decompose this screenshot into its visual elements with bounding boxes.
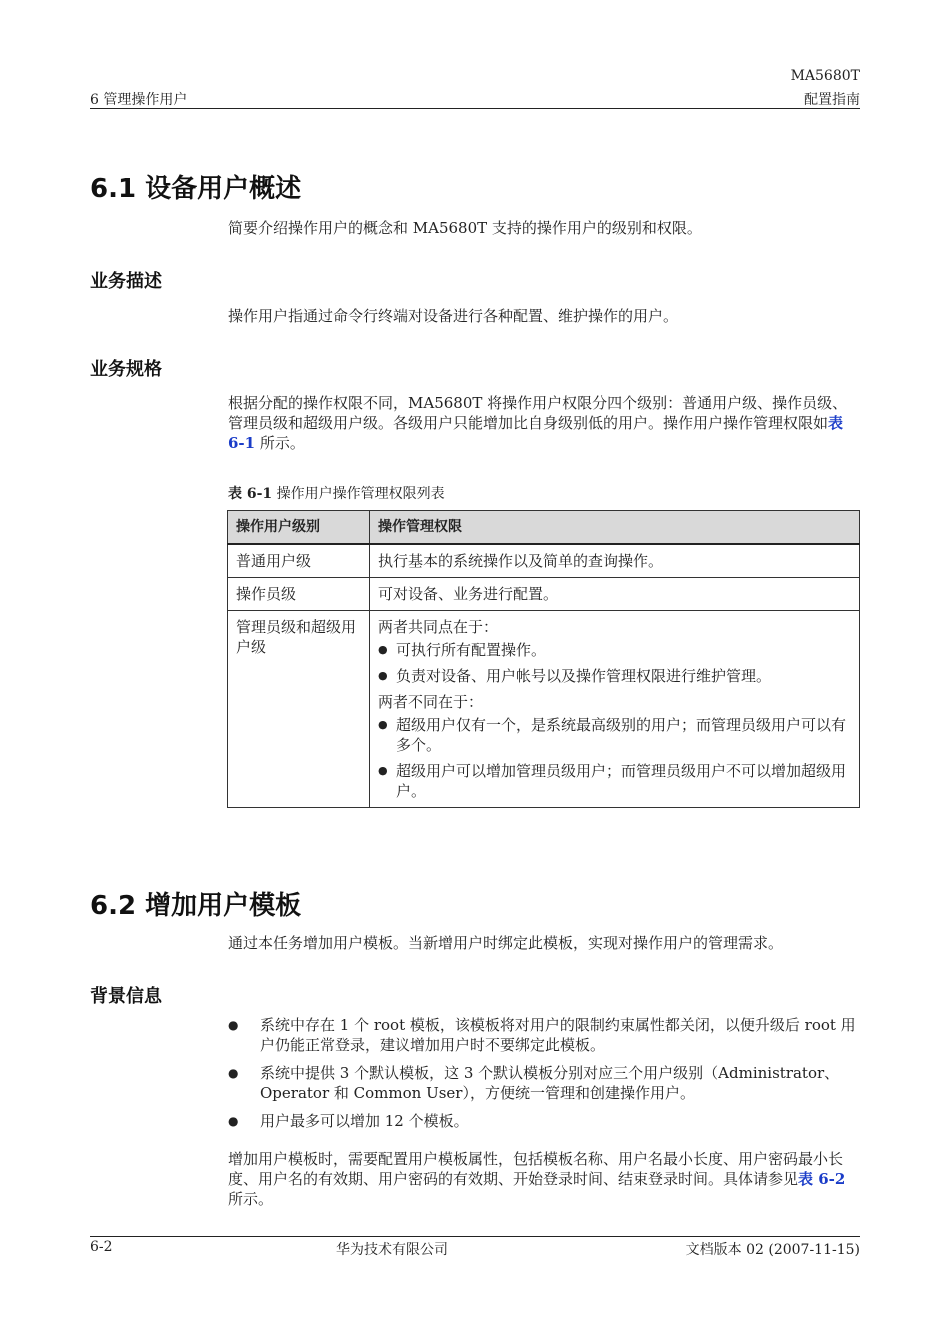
column-header-level: 操作用户级别: [228, 511, 370, 545]
table-caption-text: 操作用户操作管理权限列表: [272, 486, 445, 502]
cell-level: 操作员级: [228, 578, 370, 611]
section-6-2-intro: 通过本任务增加用户模板。当新增用户时绑定此模板，实现对操作用户的管理需求。: [228, 934, 784, 952]
footer-rule: [90, 1236, 860, 1237]
cell-level: 管理员级和超级用户级: [228, 611, 370, 808]
table-row: [228, 578, 860, 611]
diff-intro: 两者不同在于：: [378, 693, 484, 711]
list-item: ● 超级用户仅有一个，是系统最高级别的用户；而管理员级用户可以有多个。: [378, 715, 851, 755]
cell-level: 普通用户级: [228, 544, 370, 578]
business-description-text: 操作用户指通过命令行终端对设备进行各种配置、维护操作的用户。: [228, 307, 679, 325]
table-6-2-link[interactable]: 表 6-2: [798, 1170, 846, 1188]
section-6-1-title: 6.1 设备用户概述: [90, 174, 302, 204]
background-list: [228, 1015, 862, 1139]
table-row: [228, 544, 860, 578]
spec-text: 根据分配的操作权限不同，MA5680T 将操作用户权限分四个级别：普通用户级、操作员级、管理员级和超级用户级。各级用户只能增加比自身级别低的用户。操作用户操作管理权限如: [228, 394, 848, 432]
business-description-heading: 业务描述: [90, 271, 162, 292]
column-header-permission: 操作管理权限: [370, 511, 860, 545]
list-item: ● 负责对设备、用户帐号以及操作管理权限进行维护管理。: [378, 666, 851, 686]
table-6-1-link[interactable]: 表 6-1: [228, 414, 844, 452]
section-6-2-title: 6.2 增加用户模板: [90, 891, 302, 921]
business-spec-heading: 业务规格: [90, 359, 162, 380]
spec-text-tail: 所示。: [255, 434, 305, 452]
background-heading: 背景信息: [90, 986, 162, 1007]
table-caption-label: 表 6-1: [228, 486, 273, 502]
header-chapter: 6 管理操作用户: [90, 92, 188, 108]
list-item: ● 用户最多可以增加 12 个模板。: [228, 1111, 862, 1131]
permission-table: [227, 510, 860, 808]
cell-permission: 执行基本的系统操作以及简单的查询操作。: [370, 544, 860, 578]
table-header-row: [228, 511, 860, 545]
business-spec-text: [228, 393, 862, 453]
list-item: ● 系统中存在 1 个 root 模板，该模板将对用户的限制约束属性都关闭，以便升级后 root 用户仍能正常登录，建议增加用户时不要绑定此模板。: [228, 1015, 862, 1055]
footer-company: 华为技术有限公司: [336, 1242, 448, 1258]
same-intro: 两者共同点在于：: [378, 618, 499, 636]
list-item: ● 超级用户可以增加管理员级用户；而管理员级用户不可以增加超级用户。: [378, 761, 851, 801]
cell-permission: 可对设备、业务进行配置。: [370, 578, 860, 611]
template-attributes-text: [228, 1149, 862, 1209]
list-item: ● 可执行所有配置操作。: [378, 640, 851, 660]
header-rule: [90, 108, 860, 109]
table-caption: [228, 483, 445, 503]
header-product: MA5680T: [790, 68, 860, 84]
table-row: [228, 611, 860, 808]
section-6-1-intro: 简要介绍操作用户的概念和 MA5680T 支持的操作用户的级别和权限。: [228, 219, 702, 237]
footer-page-number: 6-2: [90, 1239, 113, 1255]
attributes-text: 增加用户模板时，需要配置用户模板属性，包括模板名称、用户名最小长度、用户密码最小长度、用户名的有效期、用户密码的有效期、开始登录时间、结束登录时间。具体请参见: [228, 1150, 844, 1188]
footer-version: 文档版本 02 (2007-11-15): [685, 1242, 860, 1258]
list-item: ● 系统中提供 3 个默认模板，这 3 个默认模板分别对应三个用户级别（Administrator、Operator 和 Common User），方便统一管理和创建操作用户。: [228, 1063, 862, 1103]
header-guide: 配置指南: [804, 92, 860, 108]
cell-permission: [370, 611, 860, 808]
attributes-text-tail: 所示。: [228, 1190, 274, 1208]
